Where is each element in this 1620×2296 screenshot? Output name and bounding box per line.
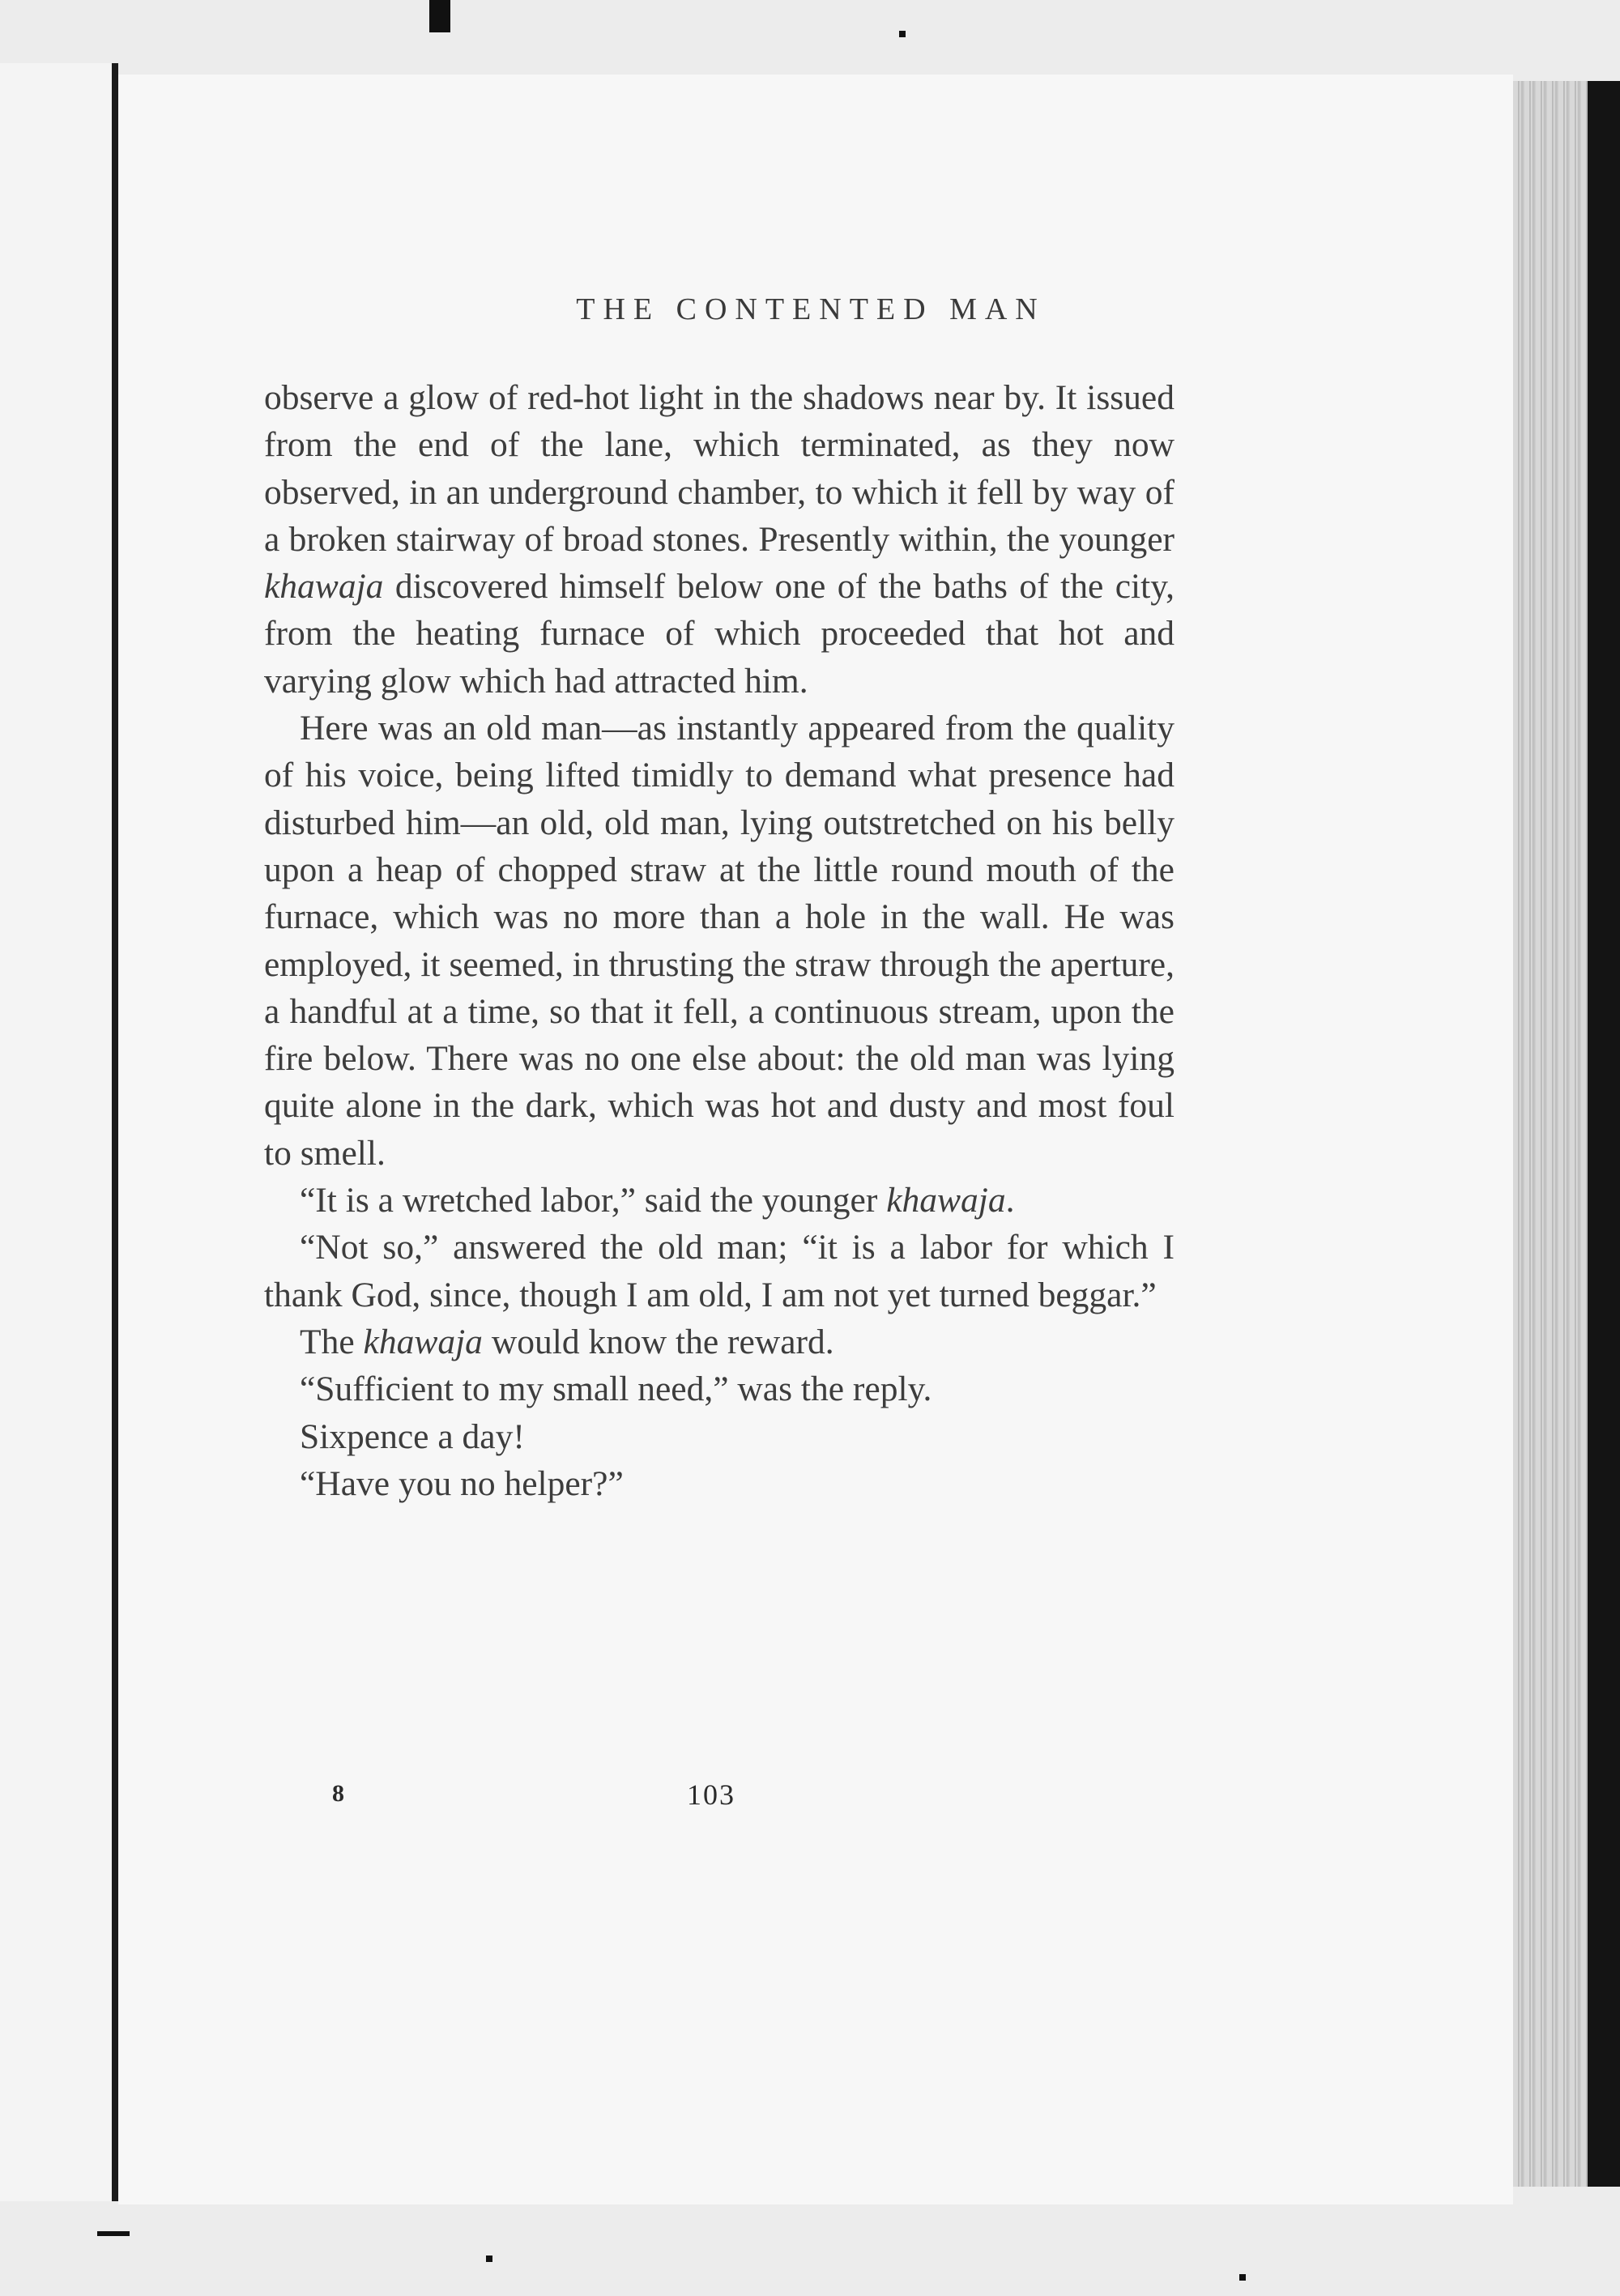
text-run: The xyxy=(300,1322,364,1361)
text-run: Sixpence a day! xyxy=(300,1416,525,1456)
body-text xyxy=(264,374,1174,1507)
paragraph xyxy=(264,374,1174,705)
scan-speck xyxy=(97,2231,130,2236)
italic-word: khawaja xyxy=(363,1322,483,1361)
scan-speck xyxy=(486,2256,492,2262)
page-fore-edge xyxy=(1513,81,1599,2187)
paragraph xyxy=(264,705,1174,1177)
text-run: Here was an old man—as instantly appeared from the quality of his voice, being lifted timidly to demand what presence had disturbed him—an old, old man, lying outstretched on his belly upon a heap of chopped straw at the little round mouth of the furnace, which was no more than a hole in the wall. He was employed, it seemed, in thrusting the straw through the aperture, a handful at a time, so that it fell, a continuous stream, upon the fire below. There was no one else about: the old man was lying quite alone in the dark, which was hot and dusty and most foul to smell. xyxy=(264,709,1174,1173)
text-run: discovered himself below one of the baths of the city, from the heating furnace of which proceeded that hot and varying glow which had attracted him. xyxy=(264,567,1174,701)
text-run: . xyxy=(1005,1181,1015,1220)
text-run: observe a glow of red-hot light in the shadows near by. It issued from the end of the lane, which terminated, as they now observed, in an underground chamber, to which it fell by way of a broken stairway of broad stones. Presently within, the younger xyxy=(264,378,1174,559)
scan-speck xyxy=(429,0,450,32)
signature-mark: 8 xyxy=(332,1780,344,1807)
text-run: “Have you no helper?” xyxy=(300,1463,624,1503)
facing-page-edge xyxy=(0,63,114,2201)
page-number: 103 xyxy=(687,1778,735,1811)
paragraph xyxy=(264,1224,1174,1318)
text-run: “Sufficient to my small need,” was the reply. xyxy=(300,1370,932,1409)
paragraph xyxy=(264,1413,1174,1460)
paragraph xyxy=(264,1365,1174,1412)
paragraph xyxy=(264,1460,1174,1507)
paragraph xyxy=(264,1177,1174,1224)
text-run: would know the reward. xyxy=(482,1322,834,1361)
text-run: “It is a wretched labor,” said the younger xyxy=(300,1181,887,1220)
running-head: THE CONTENTED MAN xyxy=(576,292,1046,326)
paragraph xyxy=(264,1318,1174,1365)
scan-speck xyxy=(899,31,906,37)
book-gutter xyxy=(112,63,118,2201)
scan-border xyxy=(1588,81,1620,2187)
italic-word: khawaja xyxy=(264,567,384,607)
scan-speck xyxy=(1239,2274,1246,2281)
text-run: “Not so,” answered the old man; “it is a labor for which I thank God, since, though I am old, I am not yet turned beggar.” xyxy=(264,1228,1174,1314)
italic-word: khawaja xyxy=(886,1181,1006,1220)
